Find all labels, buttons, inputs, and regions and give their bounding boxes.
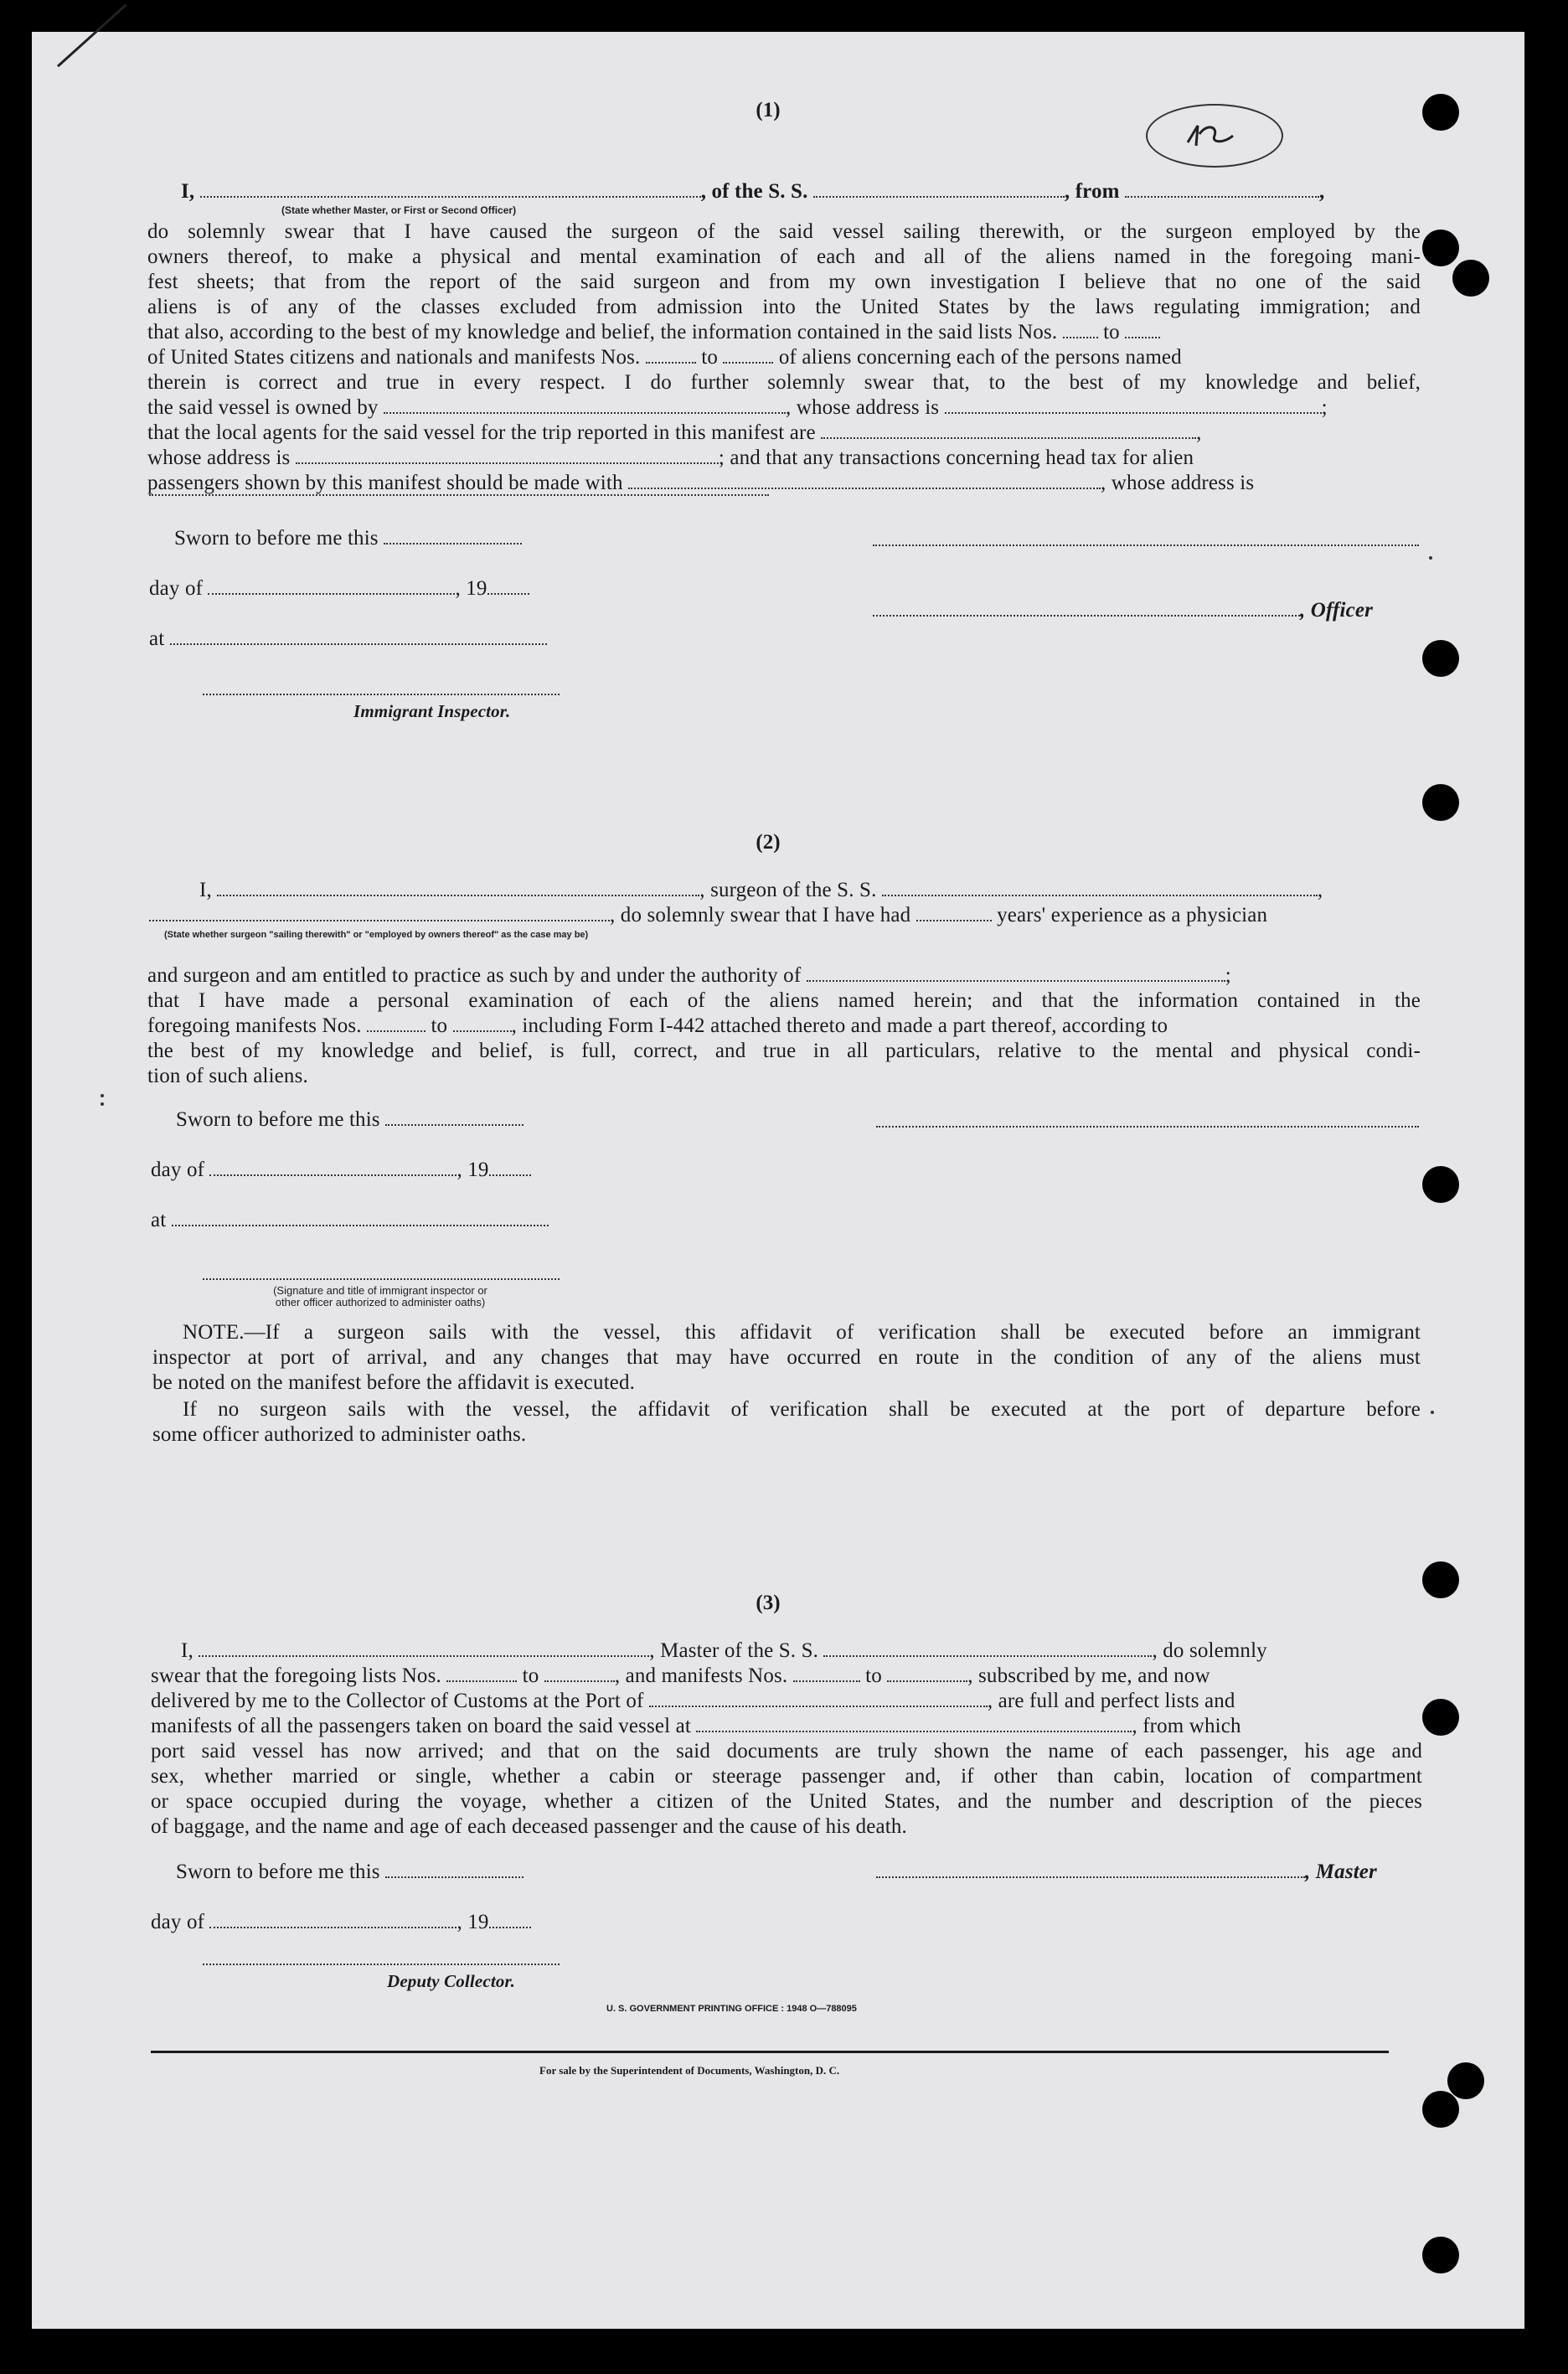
s2-at-blank (172, 1208, 549, 1226)
s1-sworn-text: Sworn to before me this (174, 527, 379, 550)
s1-vessel-blank (813, 179, 1065, 198)
punch-hole (1422, 1699, 1459, 1736)
s2-at-line (151, 1208, 549, 1233)
s1-lists-from-blank (1063, 320, 1098, 338)
s1-day-line (149, 576, 529, 601)
s2-note-2: inspector at port of arrival, and any changes that may have occurred en route in the condition of any of the aliens must (152, 1346, 1421, 1369)
for-sale-notice: For sale by the Superintendent of Documents, Washington, D. C. (539, 2064, 840, 2077)
s3-line-3 (151, 1689, 1422, 1714)
s2-year-blank (489, 1158, 531, 1176)
s3-vessel-blank (823, 1639, 1152, 1657)
s3-l4-text: manifests of all the passengers taken on board the said vessel at (151, 1715, 691, 1737)
punch-hole (1422, 784, 1459, 821)
punch-hole (1422, 2237, 1459, 2273)
s2-l1-end: , (1317, 879, 1323, 901)
s3-lists-to-blank (544, 1664, 615, 1682)
s3-collector-label: Deputy Collector. (387, 1971, 516, 1991)
s3-manifests-from-blank (793, 1664, 860, 1682)
s1-l11-text: whose address is (147, 446, 291, 469)
s2-line-4: that I have made a personal examination of each of the aliens named herein; and that the information contained in the (147, 989, 1421, 1012)
s2-name-blank (217, 878, 699, 896)
s2-l5-to: to (431, 1014, 448, 1037)
s2-caption-line-1: (Signature and title of immigrant inspector or (273, 1284, 487, 1297)
s3-l1-end: , do solemnly (1152, 1639, 1267, 1662)
s1-l1-pre: I, (181, 180, 195, 203)
s3-line-2 (151, 1664, 1422, 1689)
s2-type-blank (149, 903, 610, 921)
punch-hole (1422, 2091, 1459, 2128)
s1-l9-mid: , whose address is (785, 396, 940, 419)
s2-line-7: tion of such aliens. (147, 1065, 308, 1087)
s2-note-3: be noted on the manifest before the affidavit is executed. (152, 1371, 636, 1394)
s1-line-5: aliens is of any of the classes excluded from admission into the United States by the laws regulating immigration; and (147, 296, 1421, 318)
s3-l1-mid: , Master of the S. S. (649, 1639, 819, 1662)
punch-hole (1447, 2062, 1484, 2099)
s2-signature-blank (876, 1126, 1419, 1128)
s1-from-blank (1125, 179, 1319, 198)
s3-l3-rest: , are full and perfect lists and (987, 1690, 1235, 1712)
s1-l12-rest: , whose address is (1101, 472, 1255, 494)
s3-l2-rest: , subscribed by me, and now (967, 1664, 1210, 1687)
s2-line-3 (147, 963, 1421, 988)
punch-hole (1452, 260, 1489, 297)
s2-year-text: , 19 (456, 1159, 489, 1181)
s3-line-8: of baggage, and the name and age of each deceased passenger and the cause of his death. (151, 1815, 907, 1838)
s1-l7-rest: of aliens concerning each of the persons named (778, 346, 1182, 369)
paper-speck (1431, 1411, 1434, 1414)
s3-master-line (876, 1860, 1377, 1885)
s2-l1-pre: I, (199, 879, 212, 901)
s2-years-blank (916, 903, 992, 921)
s1-address-blank (149, 494, 769, 496)
s2-caption-line-2: other officer authorized to administer oaths) (275, 1296, 486, 1308)
s3-port-blank (649, 1689, 988, 1707)
punch-hole (1422, 640, 1459, 677)
s1-headtax-blank (628, 471, 1101, 489)
s3-l2-to: to (522, 1664, 539, 1687)
s3-sworn-line (176, 1860, 524, 1885)
s3-line-6: sex, whether married or single, whether a cabin or steerage passenger and, if other than cabin, location of compartment (151, 1765, 1422, 1788)
printing-office-imprint: U. S. GOVERNMENT PRINTING OFFICE : 1948 O—788095 (606, 2004, 857, 2014)
s1-sub-caption: (State whether Master, or First or Second Officer) (281, 204, 517, 216)
corner-fold-mark (57, 3, 127, 67)
s1-signature-blank (873, 544, 1419, 546)
s3-lists-from-blank (446, 1664, 517, 1682)
s2-l5-text: foregoing manifests Nos. (147, 1014, 362, 1037)
s1-line-9 (147, 395, 1421, 421)
s3-sworn-blank (385, 1860, 524, 1878)
s1-owner-address-blank (945, 395, 1322, 414)
section-3-number: (3) (756, 1592, 781, 1614)
s2-sworn-text: Sworn to before me this (176, 1108, 380, 1131)
s1-officer-blank (873, 598, 1300, 617)
s1-l7-to: to (701, 346, 718, 369)
s2-sub-caption: (State whether surgeon "sailing therewith" or "employed by owners thereof" as the case may be) (164, 930, 589, 940)
s1-inspector-label: Immigrant Inspector. (353, 701, 511, 721)
s1-line-10 (147, 421, 1421, 446)
s1-lists-to-blank (1125, 320, 1160, 338)
s2-note-5: some officer authorized to administer oaths. (152, 1423, 527, 1446)
s1-line-1: I, , of the S. S. , from , (181, 180, 1325, 203)
section-2-number: (2) (756, 831, 781, 854)
s1-l6-text: that also, according to the best of my knowledge and belief, the information contained in the said lists Nos. (147, 321, 1058, 343)
s3-line-7: or space occupied during the voyage, whether a citizen of the United States, and the number and description of the pieces (151, 1790, 1422, 1813)
s3-manifests-to-blank (887, 1664, 967, 1682)
s3-l3-text: delivered by me to the Collector of Customs at the Port of (151, 1690, 644, 1712)
s1-owner-blank (384, 395, 786, 414)
s2-l3-text: and surgeon and am entitled to practice as such by and under the authority of (147, 964, 802, 987)
s1-l10-end: , (1196, 421, 1202, 444)
s2-line-1 (199, 878, 1422, 903)
s3-day-blank (209, 1910, 456, 1928)
s3-master-label: , Master (1305, 1860, 1377, 1883)
s1-line-2: do solemnly swear that I have caused the surgeon of the said vessel sailing therewith, or the surgeon employed by the (147, 220, 1421, 243)
s2-l2-text: , do solemnly swear that I have had (610, 904, 911, 926)
s3-sworn-text: Sworn to before me this (176, 1860, 380, 1883)
s3-collector-blank (203, 1964, 560, 1965)
s2-l5-rest: , including Form I-442 attached thereto and made a part thereof, according to (511, 1014, 1168, 1037)
s3-name-blank (199, 1639, 649, 1657)
s2-at-text: at (151, 1209, 167, 1231)
s3-l2-manifests: , and manifests Nos. (614, 1664, 788, 1687)
s1-line-4: fest sheets; that from the report of the said surgeon and from my own investigation I believe that no one of the said (147, 271, 1421, 293)
s2-officer-caption (196, 1285, 565, 1308)
s1-l1-end: , from (1064, 180, 1120, 203)
s1-manifests-to-blank (723, 345, 773, 364)
s2-vessel-blank (882, 878, 1318, 896)
s1-line-6 (147, 320, 1421, 345)
s2-l1-mid: , surgeon of the S. S. (699, 879, 877, 901)
s2-signature-officer-blank (203, 1278, 560, 1280)
s3-master-blank (876, 1860, 1305, 1878)
s2-manifests-to-blank (453, 1014, 512, 1032)
footer-rule (151, 2051, 1389, 2053)
section-1-number: (1) (756, 99, 781, 121)
s1-line-12 (147, 471, 1421, 496)
paper-speck (101, 1094, 104, 1097)
s2-sworn-line (176, 1107, 524, 1133)
s3-l4-rest: , from which (1132, 1715, 1241, 1737)
s2-note-4: If no surgeon sails with the vessel, the affidavit of verification shall be executed at the port of departure before (183, 1398, 1421, 1421)
s1-line-3: owners thereof, to make a physical and mental examination of each and all of the aliens named in the foregoing mani- (147, 245, 1421, 268)
s3-l2-text: swear that the foregoing lists Nos. (151, 1664, 441, 1687)
s2-line-5 (147, 1014, 1421, 1039)
s1-manifests-from-blank (646, 345, 696, 364)
paper-speck (1429, 556, 1432, 560)
s1-agents-blank (821, 421, 1196, 439)
s1-l12-text: passengers shown by this manifest should be made with (147, 472, 623, 494)
initials-stamp (1146, 104, 1283, 168)
punch-hole (1422, 1166, 1459, 1203)
s1-at-blank (170, 627, 547, 645)
punch-hole (1422, 94, 1459, 131)
s1-officer-line (873, 598, 1373, 623)
s2-line-6: the best of my knowledge and belief, is full, correct, and true in all particulars, relative to the mental and physical condi- (147, 1040, 1421, 1062)
paper-speck (101, 1102, 104, 1106)
s1-name-blank (200, 179, 701, 198)
s2-sworn-blank (385, 1107, 524, 1126)
s1-l11-rest: ; and that any transactions concerning head tax for alien (718, 446, 1194, 469)
s3-day-line (151, 1910, 531, 1935)
s1-l10-text: that the local agents for the said vessel for the trip reported in this manifest are (147, 421, 816, 444)
punch-hole (1422, 1561, 1459, 1598)
s2-l2-rest: years' experience as a physician (997, 904, 1268, 926)
s1-day-text: day of (149, 577, 204, 600)
s1-l9-end: ; (1321, 396, 1328, 419)
s3-year-blank (489, 1910, 531, 1928)
s1-line-7 (147, 345, 1421, 370)
punch-hole (1422, 230, 1459, 266)
s1-line-8: therein is correct and true in every respect. I do further solemnly swear that, to the best of my knowledge and belief, (147, 371, 1421, 394)
s3-l2-to-2: to (865, 1664, 882, 1687)
s1-agents-address-blank (296, 446, 719, 464)
s3-embark-blank (696, 1714, 1132, 1732)
s1-officer-label: , Officer (1300, 599, 1373, 622)
s3-year-text: , 19 (456, 1911, 489, 1933)
s3-line-5: port said vessel has now arrived; and that on the said documents are truly shown the name of each passenger, his age and (151, 1740, 1422, 1762)
s1-day-blank (208, 576, 455, 595)
s1-line-11 (147, 446, 1421, 471)
s2-authority-blank (807, 963, 1225, 982)
s1-year-blank (487, 576, 529, 595)
s1-l6-to: to (1103, 321, 1120, 343)
s1-l1-mid: , of the S. S. (700, 180, 808, 203)
s2-line-2 (149, 903, 1422, 928)
s1-year-text: , 19 (455, 577, 487, 600)
s1-inspector-blank (203, 694, 560, 695)
s1-at-text: at (149, 627, 165, 650)
s2-note-1: NOTE.—If a surgeon sails with the vessel, this affidavit of verification shall be executed before an immigrant (183, 1321, 1421, 1344)
s2-day-line (151, 1158, 531, 1183)
s1-sworn-blank (384, 526, 522, 544)
s1-l7-text: of United States citizens and nationals and manifests Nos. (147, 346, 641, 369)
s2-day-text: day of (151, 1159, 205, 1181)
s1-sworn-line (174, 526, 522, 551)
s2-manifests-from-blank (367, 1014, 426, 1032)
s2-l3-end: ; (1225, 964, 1231, 987)
s3-l1-pre: I, (181, 1639, 193, 1662)
s3-day-text: day of (151, 1911, 205, 1933)
initials-scribble-icon (1181, 117, 1248, 154)
s1-at-line (149, 627, 547, 652)
s3-line-1 (181, 1639, 1422, 1664)
s3-line-4 (151, 1714, 1422, 1739)
s2-day-blank (209, 1158, 456, 1176)
form-page (32, 32, 1524, 2329)
s1-l9-text: the said vessel is owned by (147, 396, 379, 419)
